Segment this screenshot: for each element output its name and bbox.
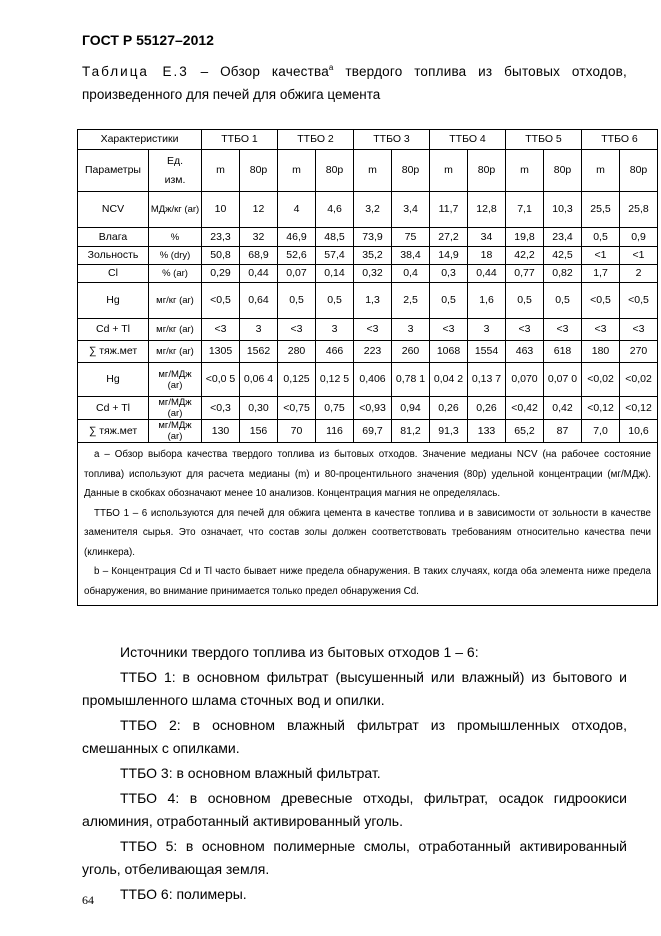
- unit-header: [149, 150, 202, 192]
- value-cell: 23,3: [202, 228, 240, 247]
- source-item: ТТБО 3: в основном влажный фильтрат.: [120, 765, 381, 781]
- caption-label: Таблица Е.3: [82, 64, 189, 79]
- value-cell: 52,6: [278, 247, 316, 265]
- value-cell: 0,42: [544, 397, 582, 420]
- value-cell: 35,2: [354, 247, 392, 265]
- value-cell: <3: [582, 319, 620, 341]
- table-row: [78, 192, 658, 228]
- table-row: [78, 265, 658, 283]
- unit-cell: МДж/кг (ar): [149, 192, 202, 228]
- value-cell: 180: [582, 341, 620, 363]
- value-cell: 12: [240, 192, 278, 228]
- source-item: ТТБО 6: полимеры.: [120, 886, 247, 902]
- value-cell: 11,7: [430, 192, 468, 228]
- table-row: [78, 363, 658, 397]
- value-cell: <0,0 5: [202, 363, 240, 397]
- value-cell: 1305: [202, 341, 240, 363]
- value-cell: 0,5: [544, 283, 582, 319]
- value-cell: 73,9: [354, 228, 392, 247]
- value-cell: 0,5: [430, 283, 468, 319]
- note-a: a – Обзор выбора качества твердого топлива из бытовых отходов. Значение медианы NCV (на рабочее состояние топлива) используют для расчета медианы (m) и 80-процентильного значения (80p) удельной концентрации (мг/МДж). Данные в скобках обозначают менее 10 анализов. Концентрация магния не определялась.: [84, 449, 652, 499]
- value-cell: 1,7: [582, 265, 620, 283]
- value-cell: 0,14: [316, 265, 354, 283]
- value-cell: 34: [468, 228, 506, 247]
- value-cell: 4,6: [316, 192, 354, 228]
- value-cell: <0,42: [506, 397, 544, 420]
- value-cell: 116: [316, 420, 354, 443]
- parameter-cell: Cd + Tl: [78, 397, 149, 420]
- value-cell: 46,9: [278, 228, 316, 247]
- unit-cell: %: [149, 228, 202, 247]
- value-cell: 68,9: [240, 247, 278, 265]
- value-cell: 0,44: [240, 265, 278, 283]
- value-cell: 0,29: [202, 265, 240, 283]
- unit-cell: % (dry): [149, 247, 202, 265]
- value-cell: 223: [354, 341, 392, 363]
- value-cell: 4: [278, 192, 316, 228]
- value-cell: 10,6: [620, 420, 658, 443]
- value-cell: <3: [278, 319, 316, 341]
- value-cell: <0,12: [582, 397, 620, 420]
- value-cell: <3: [430, 319, 468, 341]
- value-cell: 70: [278, 420, 316, 443]
- value-cell: 0,75: [316, 397, 354, 420]
- value-cell: <1: [582, 247, 620, 265]
- value-cell: <0,5: [620, 283, 658, 319]
- sub-header: 80p: [544, 150, 582, 192]
- sub-header: m: [202, 150, 240, 192]
- value-cell: 25,8: [620, 192, 658, 228]
- value-cell: 0,125: [278, 363, 316, 397]
- value-cell: 0,06 4: [240, 363, 278, 397]
- table-row: [78, 247, 658, 265]
- value-cell: 1562: [240, 341, 278, 363]
- value-cell: 0,5: [582, 228, 620, 247]
- sub-header: 80p: [392, 150, 430, 192]
- sources-title: Источники твердого топлива из бытовых отходов 1 – 6:: [120, 644, 479, 660]
- data-rows: [78, 192, 658, 443]
- notes-row: [78, 443, 658, 606]
- parameter-cell: Hg: [78, 283, 149, 319]
- value-cell: <0,5: [202, 283, 240, 319]
- value-cell: 3: [316, 319, 354, 341]
- unit-cell: мг/кг (ar): [149, 319, 202, 341]
- value-cell: 130: [202, 420, 240, 443]
- page-number: 64: [82, 893, 94, 907]
- value-cell: 0,4: [392, 265, 430, 283]
- parameter-cell: NCV: [78, 192, 149, 228]
- value-cell: 260: [392, 341, 430, 363]
- sub-header: m: [506, 150, 544, 192]
- value-cell: 133: [468, 420, 506, 443]
- table-row: [78, 341, 658, 363]
- caption-line2: произведенного для печей для обжига цемента: [82, 87, 381, 102]
- value-cell: 65,2: [506, 420, 544, 443]
- value-cell: 0,070: [506, 363, 544, 397]
- source-item: ТТБО 2: в основном влажный фильтрат из промышленных отходов, смешанных с опилками.: [82, 717, 627, 756]
- value-cell: <3: [620, 319, 658, 341]
- value-cell: 2,5: [392, 283, 430, 319]
- value-cell: 1,3: [354, 283, 392, 319]
- group-header: ТТБО 5: [506, 130, 582, 150]
- group-header: ТТБО 4: [430, 130, 506, 150]
- value-cell: <3: [544, 319, 582, 341]
- value-cell: 3: [392, 319, 430, 341]
- value-cell: 10: [202, 192, 240, 228]
- sub-header: m: [582, 150, 620, 192]
- unit-cell: мг/кг (ar): [149, 283, 202, 319]
- sub-header: 80p: [468, 150, 506, 192]
- value-cell: 280: [278, 341, 316, 363]
- sub-header: m: [278, 150, 316, 192]
- group-header: ТТБО 1: [202, 130, 278, 150]
- caption-text: Обзор качества: [220, 64, 329, 79]
- parameter-cell: ∑ тяж.мет: [78, 341, 149, 363]
- table-row: [78, 228, 658, 247]
- value-cell: 0,13 7: [468, 363, 506, 397]
- value-cell: 0,26: [430, 397, 468, 420]
- unit-cell: % (ar): [149, 265, 202, 283]
- value-cell: 69,7: [354, 420, 392, 443]
- value-cell: 0,5: [278, 283, 316, 319]
- value-cell: 2: [620, 265, 658, 283]
- group-header: ТТБО 6: [582, 130, 658, 150]
- value-cell: <0,75: [278, 397, 316, 420]
- unit-cell: мг/МДж (ar): [149, 363, 202, 397]
- sub-header: 80p: [316, 150, 354, 192]
- group-header: ТТБО 3: [354, 130, 430, 150]
- value-cell: 0,94: [392, 397, 430, 420]
- value-cell: 0,64: [240, 283, 278, 319]
- characteristics-header: Характеристики: [78, 130, 202, 150]
- value-cell: <0,02: [582, 363, 620, 397]
- source-item: ТТБО 5: в основном полимерные смолы, отработанный активированный уголь, отбеливающая земля.: [82, 838, 627, 877]
- parameter-cell: Зольность: [78, 247, 149, 265]
- value-cell: <0,93: [354, 397, 392, 420]
- value-cell: 0,5: [316, 283, 354, 319]
- quality-table: [77, 129, 658, 606]
- table-row: [78, 319, 658, 341]
- value-cell: 12,8: [468, 192, 506, 228]
- value-cell: 91,3: [430, 420, 468, 443]
- caption-footnote-mark: a: [328, 63, 334, 72]
- header-row-sub: [78, 150, 658, 192]
- value-cell: 0,406: [354, 363, 392, 397]
- value-cell: <0,02: [620, 363, 658, 397]
- value-cell: 18: [468, 247, 506, 265]
- caption-text-cont: твердого топлива из бытовых отходов,: [345, 64, 628, 79]
- value-cell: 1554: [468, 341, 506, 363]
- value-cell: 466: [316, 341, 354, 363]
- source-item: ТТБО 4: в основном древесные отходы, фильтрат, осадок гидроокиси алюминия, отработанный активированный уголь.: [82, 790, 627, 829]
- note-ttbo: ТТБО 1 – 6 используются для печей для обжига цемента в качестве топлива и в зависимости от зольности в качестве заменителя сырья. Это означает, что состав золы должен соответствовать требованиям относительно качества печи (клинкера).: [84, 507, 652, 558]
- value-cell: 0,32: [354, 265, 392, 283]
- value-cell: 270: [620, 341, 658, 363]
- parameters-header: Параметры: [78, 150, 149, 192]
- group-header: ТТБО 2: [278, 130, 354, 150]
- value-cell: 0,26: [468, 397, 506, 420]
- table-row: [78, 283, 658, 319]
- value-cell: 38,4: [392, 247, 430, 265]
- value-cell: 1,6: [468, 283, 506, 319]
- value-cell: <3: [506, 319, 544, 341]
- value-cell: 0,5: [506, 283, 544, 319]
- value-cell: 19,8: [506, 228, 544, 247]
- value-cell: 0,82: [544, 265, 582, 283]
- body-text: [82, 641, 627, 906]
- value-cell: 0,04 2: [430, 363, 468, 397]
- value-cell: 50,8: [202, 247, 240, 265]
- unit-cell: мг/кг (ar): [149, 341, 202, 363]
- value-cell: 7,0: [582, 420, 620, 443]
- value-cell: 0,78 1: [392, 363, 430, 397]
- sub-header: 80p: [240, 150, 278, 192]
- value-cell: 0,9: [620, 228, 658, 247]
- value-cell: 1068: [430, 341, 468, 363]
- header-row-groups: [78, 130, 658, 150]
- unit-header-line2: изм.: [164, 173, 186, 186]
- parameter-cell: ∑ тяж.мет: [78, 420, 149, 443]
- unit-cell: мг/МДж (ar): [149, 420, 202, 443]
- value-cell: <1: [620, 247, 658, 265]
- value-cell: 7,1: [506, 192, 544, 228]
- value-cell: 3,4: [392, 192, 430, 228]
- table-caption: [82, 60, 627, 106]
- parameter-cell: Cl: [78, 265, 149, 283]
- value-cell: 25,5: [582, 192, 620, 228]
- value-cell: 57,4: [316, 247, 354, 265]
- value-cell: 14,9: [430, 247, 468, 265]
- parameter-cell: Cd + Tl: [78, 319, 149, 341]
- parameter-cell: Влага: [78, 228, 149, 247]
- sub-header: m: [354, 150, 392, 192]
- value-cell: 0,3: [430, 265, 468, 283]
- value-cell: 0,44: [468, 265, 506, 283]
- value-cell: <3: [202, 319, 240, 341]
- value-cell: 10,3: [544, 192, 582, 228]
- value-cell: 0,30: [240, 397, 278, 420]
- value-cell: <0,5: [582, 283, 620, 319]
- value-cell: 23,4: [544, 228, 582, 247]
- value-cell: 48,5: [316, 228, 354, 247]
- value-cell: 27,2: [430, 228, 468, 247]
- value-cell: 3: [240, 319, 278, 341]
- parameter-cell: Hg: [78, 363, 149, 397]
- caption-dash: –: [200, 64, 209, 79]
- value-cell: 156: [240, 420, 278, 443]
- value-cell: <0,3: [202, 397, 240, 420]
- value-cell: 0,07 0: [544, 363, 582, 397]
- document-code: ГОСТ Р 55127–2012: [82, 32, 214, 48]
- unit-header-line1: Ед.: [166, 154, 184, 167]
- table-row: [78, 420, 658, 443]
- note-b: b – Концентрация Cd и Tl часто бывает ниже предела обнаружения. В таких случаях, когда оба элемента ниже предела обнаружения, во внимание принимается только предел обнаружения Cd.: [84, 566, 652, 597]
- value-cell: 463: [506, 341, 544, 363]
- value-cell: 42,2: [506, 247, 544, 265]
- sub-header: 80p: [620, 150, 658, 192]
- sub-header: m: [430, 150, 468, 192]
- value-cell: 87: [544, 420, 582, 443]
- value-cell: <0,12: [620, 397, 658, 420]
- value-cell: 0,07: [278, 265, 316, 283]
- value-cell: 618: [544, 341, 582, 363]
- value-cell: 32: [240, 228, 278, 247]
- value-cell: 3,2: [354, 192, 392, 228]
- value-cell: <3: [354, 319, 392, 341]
- value-cell: 0,77: [506, 265, 544, 283]
- table-notes: [78, 443, 658, 606]
- value-cell: 75: [392, 228, 430, 247]
- value-cell: 0,12 5: [316, 363, 354, 397]
- source-item: ТТБО 1: в основном фильтрат (высушенный или влажный) из бытового и промышленного шлама сточных вод и опилки.: [82, 669, 627, 708]
- table-row: [78, 397, 658, 420]
- value-cell: 81,2: [392, 420, 430, 443]
- unit-cell: мг/МДж (ar): [149, 397, 202, 420]
- value-cell: 3: [468, 319, 506, 341]
- value-cell: 42,5: [544, 247, 582, 265]
